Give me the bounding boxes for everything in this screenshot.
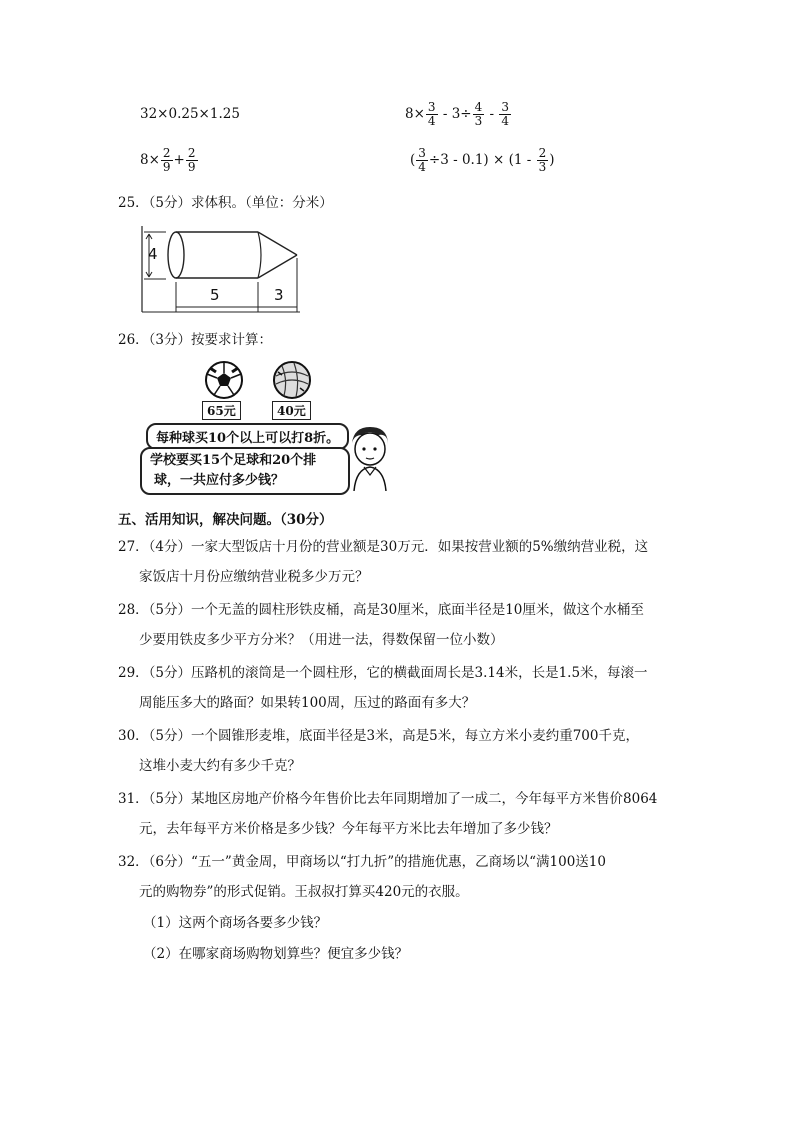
question-30-line-2: 这堆小麦大约有多少千克？ — [139, 758, 301, 774]
question-32-line-2: 元的购物券”的形式促销。王叔叔打算买420元的衣服。 — [139, 884, 469, 900]
expr-4: ( $\frac{3}{4}$ ÷3 - 0.1) × (1 - $\frac{2}{3}$ ) — [410, 146, 555, 174]
discount-speech-bubble: 每种球买10个以上可以打8折。 — [146, 423, 349, 450]
ball-price-illustration — [140, 360, 390, 495]
question-28-line-1: 28．（5分）一个无盖的圆柱形铁皮桶，高是30厘米，底面半径是10厘米，做这个水桶至 — [118, 602, 644, 618]
volleyball-price-tag: 40元 — [272, 401, 311, 420]
question-31-line-1: 31．（5分）某地区房地产价格今年售价比去年同期增加了一成二，今年每平方米售价8064 — [118, 791, 658, 807]
bubble-line-2: 球，一共应付多少钱？ — [154, 473, 285, 488]
dim-cone-length: 3 — [274, 286, 284, 304]
question-25: 25．（5分）求体积。（单位：分米） — [118, 195, 333, 211]
question-32-sub-2: （2）在哪家商场购物划算些？便宜多少钱？ — [143, 946, 409, 962]
dim-height: 4 — [148, 245, 158, 263]
dim-cylinder-length: 5 — [210, 286, 220, 304]
question-26: 26．（3分）按要求计算： — [118, 332, 273, 348]
question-28-line-2: 少要用铁皮多少平方分米？（用进一法，得数保留一位小数） — [139, 632, 504, 648]
soccer-price-tag: 65元 — [202, 401, 241, 420]
student-figure — [348, 425, 392, 491]
question-31-line-2: 元，去年每平方米价格是多少钱？今年每平方米比去年增加了多少钱？ — [139, 821, 558, 837]
question-29-line-2: 周能压多大的路面？如果转100周，压过的路面有多大？ — [139, 695, 476, 711]
soccer-ball-icon — [202, 360, 246, 400]
question-32-sub-1: （1）这两个商场各要多少钱？ — [143, 915, 328, 931]
expr-3: 8× $\frac{2}{9}$ + $\frac{2}{9}$ — [140, 146, 196, 174]
question-speech-bubble — [140, 447, 350, 495]
question-32-line-1: 32．（6分）“五一”黄金周，甲商场以“打九折”的措施优惠，乙商场以“满100送10 — [118, 854, 606, 870]
expr-2: 8× $\frac{3}{4}$ - 3÷ $\frac{4}{3}$ - $\frac{3}{4}$ — [405, 100, 510, 128]
volleyball-icon — [270, 360, 314, 400]
question-30-line-1: 30．（5分）一个圆锥形麦堆，底面半径是3米，高是5米，每立方米小麦约重700千克， — [118, 728, 639, 744]
question-29-line-1: 29．（5分）压路机的滚筒是一个圆柱形，它的横截面周长是3.14米，长是1.5米，每滚一 — [118, 665, 648, 681]
section-5-heading: 五、活用知识，解决问题。（30分） — [118, 512, 333, 528]
bubble-line-1: 学校要买15个足球和20个排 — [150, 453, 317, 468]
question-27-line-2: 家饭店十月份应缴纳营业税多少万元？ — [139, 569, 369, 585]
expr-1: 32×0.25×1.25 — [140, 106, 240, 122]
question-27-line-1: 27．（4分）一家大型饭店十月份的营业额是30万元．如果按营业额的5%缴纳营业税，这 — [118, 539, 649, 555]
